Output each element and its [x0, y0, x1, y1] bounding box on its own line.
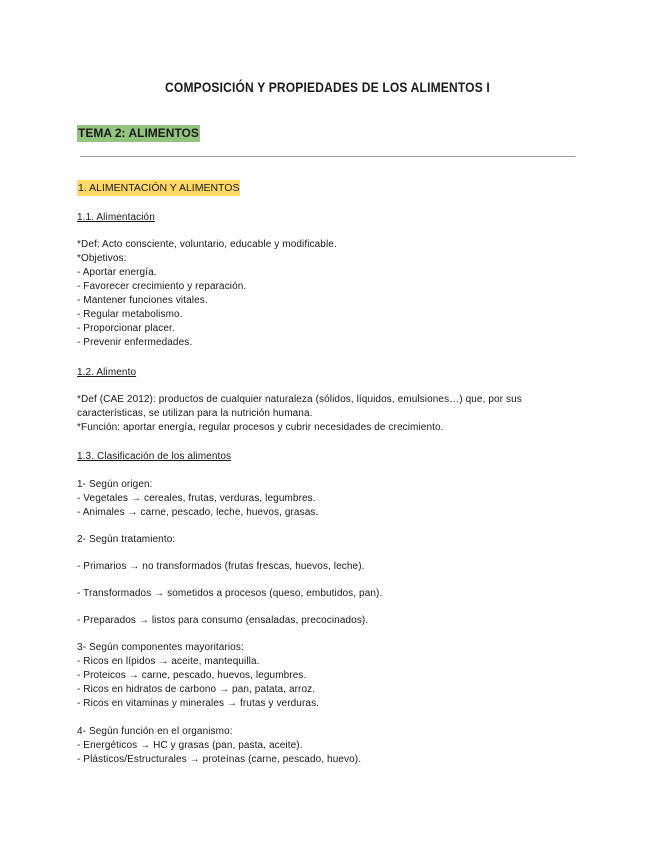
classification-origen-title: 1- Según origen:	[77, 479, 153, 490]
list-item: - Ricos en hidratos de carbono → pan, patata, arroz.	[77, 684, 316, 695]
subsection-heading-1-3: 1.3. Clasificación de los alimentos	[77, 451, 232, 462]
tema-heading: TEMA 2: ALIMENTOS	[78, 126, 199, 140]
classification-funcion-title: 4- Según función en el organismo:	[77, 726, 233, 737]
list-item: - Animales → carne, pescado, leche, huevos, grasas.	[77, 507, 319, 518]
classification-tratamiento-title: 2- Según tratamiento:	[77, 534, 176, 545]
classification-componentes-title: 3- Según componentes mayoritarios:	[77, 642, 244, 653]
list-item: - Transformados → sometidos a procesos (queso, embutidos, pan).	[77, 588, 383, 599]
list-item: - Preparados → listos para consumo (ensaladas, precocinados).	[77, 615, 369, 626]
list-item: - Prevenir enfermedades.	[77, 337, 193, 348]
list-item: - Proporcionar placer.	[77, 323, 175, 334]
list-item: - Proteicos → carne, pescado, huevos, legumbres.	[77, 670, 307, 681]
alimento-definition-line-1: *Def (CAE 2012): productos de cualquier naturaleza (sólidos, líquidos, emulsiones…) que, por sus	[77, 394, 522, 405]
list-item: - Regular metabolismo.	[77, 309, 183, 320]
subsection-heading-1-2: 1.2. Alimento	[77, 367, 137, 378]
objetivos-label: *Objetivos:	[77, 253, 127, 264]
list-item: - Vegetales → cereales, frutas, verduras, legumbres.	[77, 493, 316, 504]
document-title: COMPOSICIÓN Y PROPIEDADES DE LOS ALIMENTOS I	[165, 79, 490, 95]
list-item: - Energéticos → HC y grasas (pan, pasta, aceite).	[77, 740, 303, 751]
alimento-definition-line-2: características, se utilizan para la nutrición humana.	[77, 408, 313, 419]
list-item: - Favorecer crecimiento y reparación.	[77, 281, 247, 292]
alimento-function: *Función: aportar energía, regular procesos y cubrir necesidades de crecimiento.	[77, 422, 444, 433]
subsection-heading-1-1: 1.1. Alimentación	[77, 212, 155, 223]
list-item: - Mantener funciones vitales.	[77, 295, 208, 306]
list-item: - Primarios → no transformados (frutas frescas, huevos, leche).	[77, 561, 365, 572]
list-item: - Plásticos/Estructurales → proteínas (carne, pescado, huevo).	[77, 754, 362, 765]
horizontal-divider	[80, 156, 575, 157]
list-item: - Ricos en vitaminas y minerales → frutas y verduras.	[77, 698, 320, 709]
list-item: - Ricos en lípidos → aceite, mantequilla.	[77, 656, 260, 667]
section-heading-1: 1. ALIMENTACIÓN Y ALIMENTOS	[78, 182, 240, 194]
list-item: - Aportar energía.	[77, 267, 157, 278]
alimentacion-definition: *Def: Acto consciente, voluntario, educable y modificable.	[77, 239, 337, 250]
